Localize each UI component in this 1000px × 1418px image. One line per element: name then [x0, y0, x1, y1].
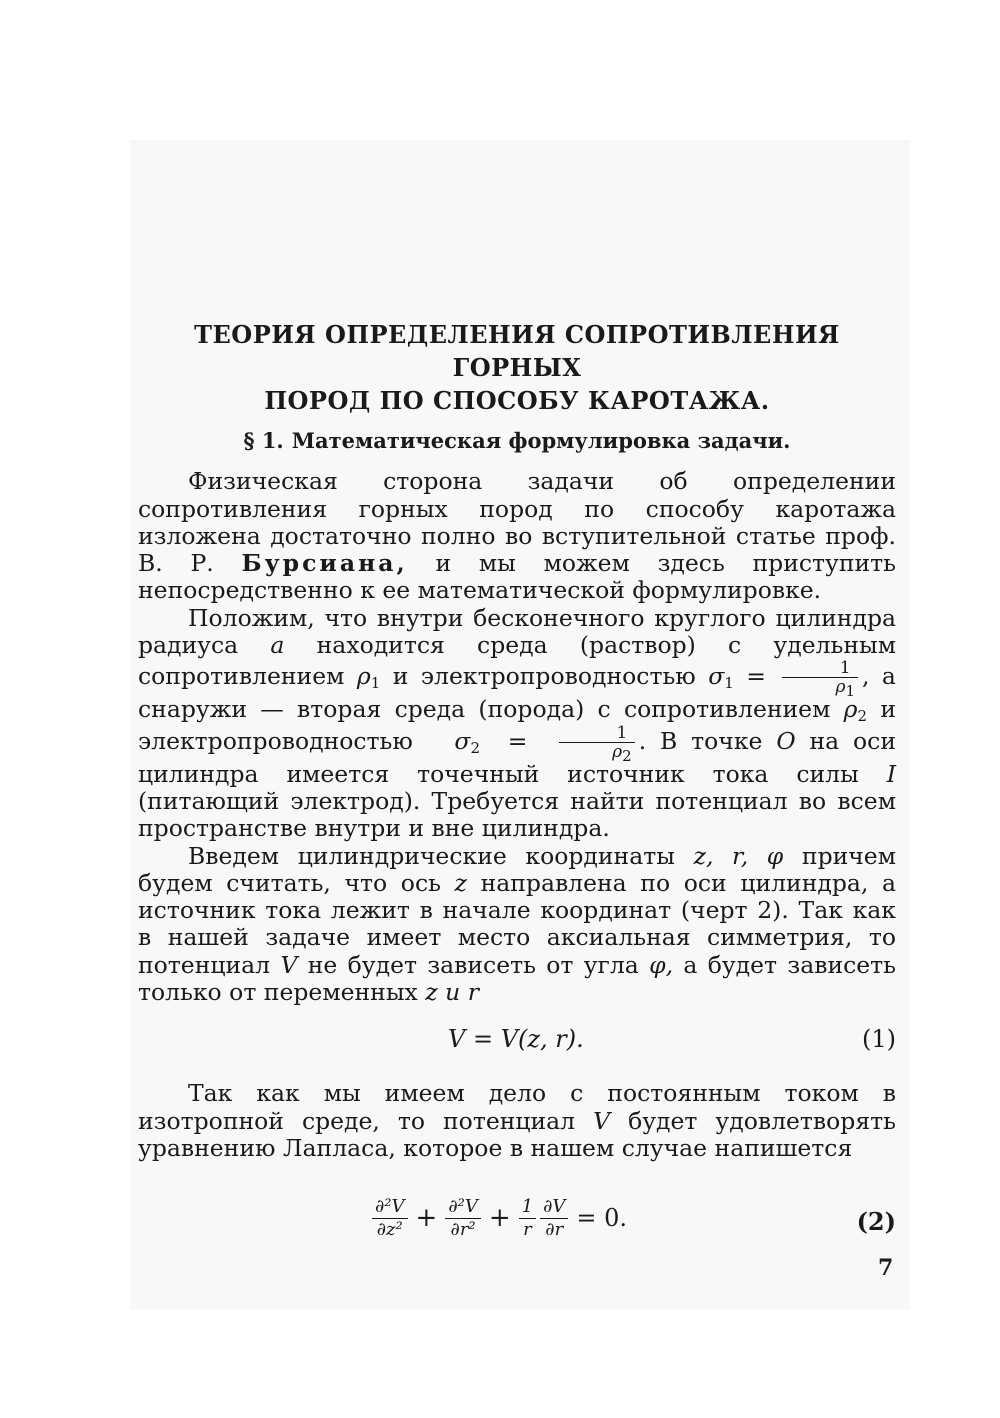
var-sigma1: σ: [708, 662, 725, 691]
p2-text-h: (питающий электрод). Требуется найти потенциал во всем пространстве внутри и вне цилиндра.: [138, 786, 896, 843]
p3-text-e: а будет зависеть только от переменных: [138, 950, 896, 1007]
section-number: § 1.: [243, 428, 284, 453]
equals-zero: = 0.: [576, 1204, 628, 1233]
p2-text-e: и электропроводностью: [138, 695, 896, 755]
var-sigma2: σ: [454, 726, 471, 755]
p1-author-name: Бурсиана,: [241, 549, 408, 578]
var-V: V: [280, 950, 298, 979]
p2-text-g: на оси цилиндра имеется точечный источник тока силы: [138, 726, 896, 788]
p4-text-a: Так как мы имеем дело с постоянным током в изотропной среде, то потенциал: [138, 1079, 896, 1135]
equation-1: [138, 1006, 896, 1074]
var-I: I: [886, 759, 896, 788]
title-line-1: ТЕОРИЯ ОПРЕДЕЛЕНИЯ СОПРОТИВЛЕНИЯ ГОРНЫХ: [194, 320, 840, 382]
equation-2-number: (2): [856, 1207, 896, 1237]
p2-text-c: и электропроводностью: [392, 662, 696, 691]
term-dv-dr: $\frac{\partial V}{\partial r}$: [540, 1196, 568, 1241]
p1-text: Физическая сторона задачи об определении сопротивления горных пород по способу каротажа изложена достаточно полно во вступительной статье проф. В. Р.: [138, 467, 896, 578]
p2-text-d: , а снаружи — вторая среда (порода) с сопротивлением: [138, 662, 896, 724]
equation-1-number: (1): [862, 1025, 896, 1054]
p3-text-a: Введем цилиндрические координаты: [188, 841, 675, 870]
section-title: Математическая формулировка задачи.: [291, 428, 791, 453]
term-d2v-dr2: $\frac{\text{∂²V}}{\text{∂r²}}$: [445, 1196, 481, 1241]
var-V-2: V: [593, 1106, 611, 1135]
term-one-over-r: $\frac{1}{r}$: [519, 1196, 536, 1241]
laplace-equation: [370, 1196, 627, 1241]
var-coords: z, r, φ: [693, 841, 784, 870]
p3-text-d: не будет зависеть от угла: [307, 950, 639, 979]
equation-1-body: V = V(z, r).: [448, 1025, 584, 1054]
p1-end: и мы можем здесь приступить непосредственно к ее математической формулировке.: [138, 549, 896, 605]
fraction-sigma1: $\frac{1}{\rho_1}$: [782, 659, 858, 696]
var-a: a: [270, 631, 285, 660]
p2-text-f: . В точке: [638, 726, 763, 755]
plus-sign-1: +: [415, 1203, 438, 1234]
var-phi: φ,: [649, 950, 674, 979]
plus-sign-2: +: [488, 1203, 511, 1234]
p2-text-a: Положим, что внутри бесконечного круглого цилиндра радиуса: [138, 603, 896, 660]
p3-text-c: направлена по оси цилиндра, а источник тока лежит в начале координат (черт 2). Так как в нашей задаче имеет место аксиальная симметрия, то потенциал: [138, 868, 896, 979]
var-zr: z и r: [425, 978, 479, 1007]
document-page: [138, 318, 896, 1268]
paragraph-4: [138, 1080, 896, 1162]
fraction-sigma2: $\frac{1}{\rho_2}$: [559, 724, 635, 761]
p4-text-b: будет удовлетворять уравнению Лапласа, которое в нашем случае напишется: [138, 1106, 896, 1162]
document-title: [138, 318, 896, 417]
page-number: 7: [878, 1255, 894, 1281]
paragraph-2: Положим, что внутри бесконечного круглого цилиндра радиуса a находится среда (раствор) с удельным сопротивлением $\rho_1$ и электропроводностью $\sigma_1$ = $\frac{1}{\rho_1}$ , а снаружи — вторая среда (порода) с сопротивлением $\rho_2$ и электропроводностью $\sigma_2$ = $\frac{1}{\rho_2}$ . В точке O на оси цилиндра имеется точечный источник тока силы I (питающий электрод). Требуется найти потенциал во всем пространстве внутри и вне цилиндра.: [138, 603, 896, 843]
title-line-2: ПОРОД ПО СПОСОБУ КАРОТАЖА.: [264, 386, 770, 415]
equation-2: [138, 1188, 896, 1268]
var-rho2: ρ: [843, 695, 858, 724]
var-z: z: [454, 868, 467, 897]
p2-text-b: находится среда (раствор) с удельным сопротивлением: [138, 631, 896, 691]
paragraph-1: [138, 468, 896, 604]
section-heading: [138, 427, 896, 454]
p3-text-b: причем будем считать, что ось: [138, 841, 896, 897]
paragraph-3: [138, 843, 896, 1007]
term-d2v-dz2: $\frac{\text{∂²V}}{\text{∂z²}}$: [372, 1196, 408, 1241]
var-O: O: [776, 726, 796, 755]
var-rho1: ρ: [356, 662, 371, 691]
